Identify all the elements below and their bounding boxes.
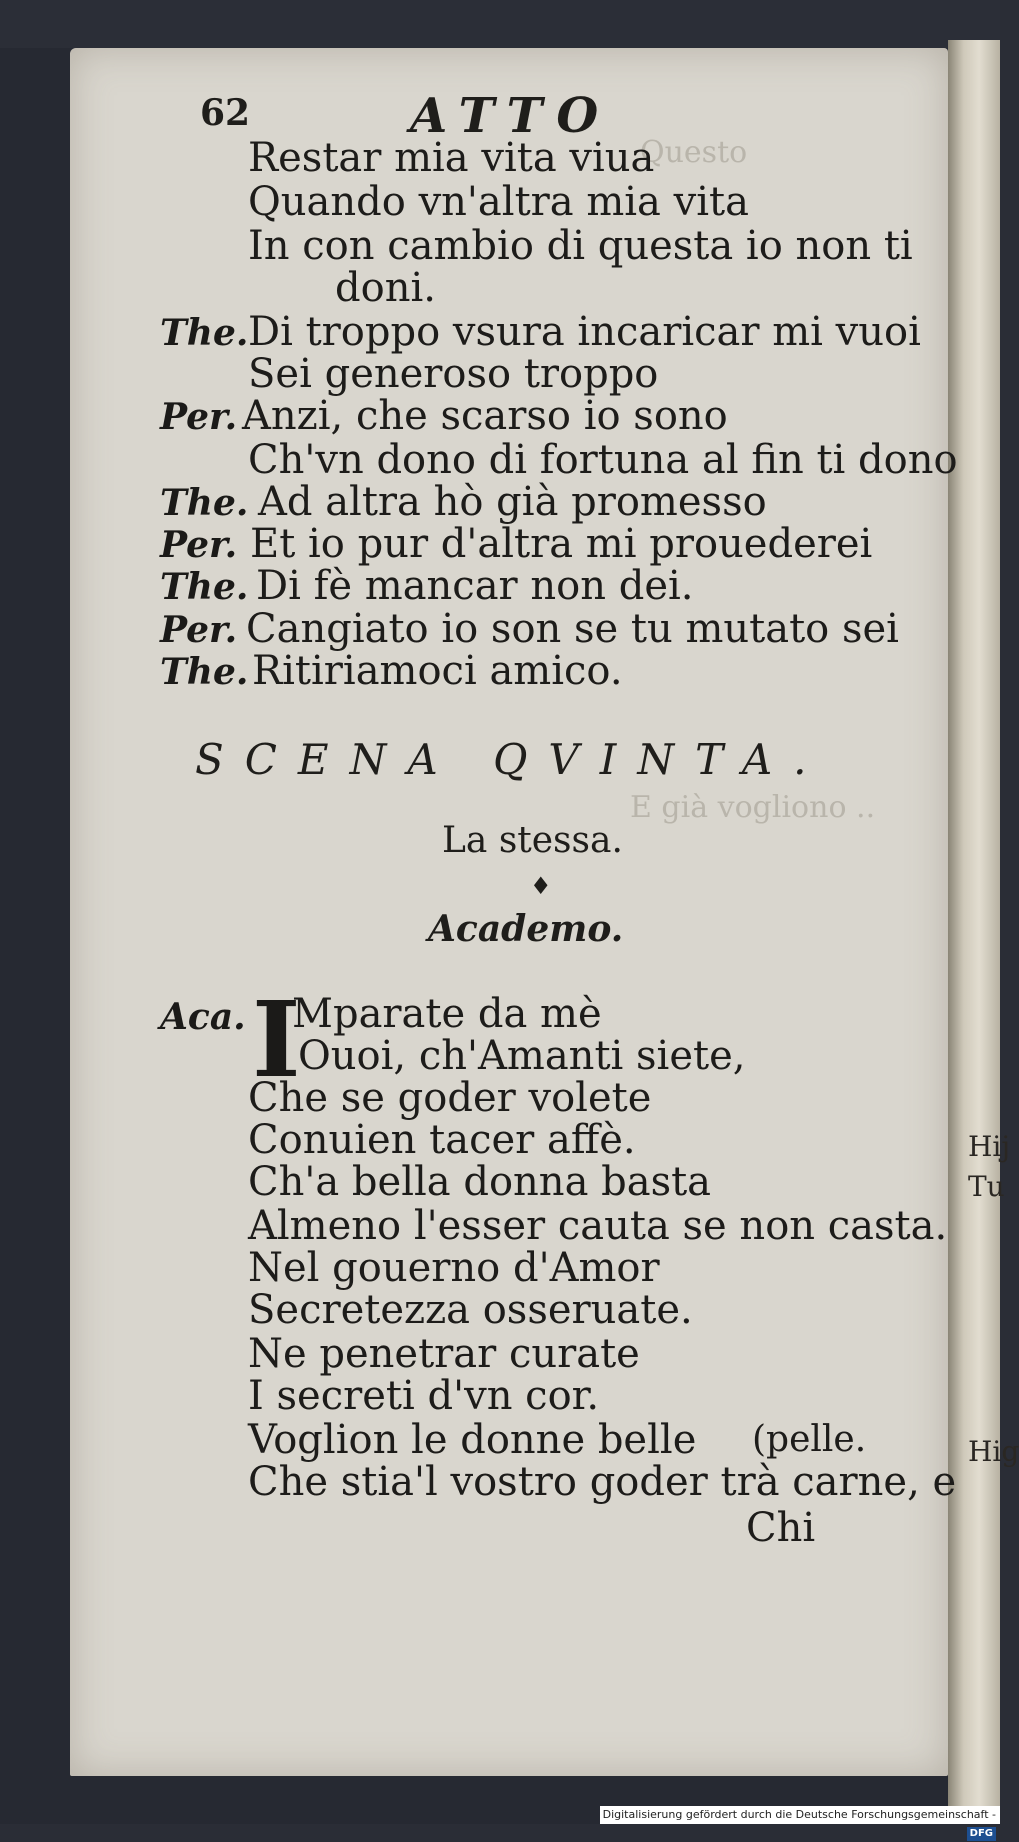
verse-line: Secretezza osseruate.	[248, 1287, 693, 1333]
scene-heading: SCENA QVINTA.	[195, 735, 828, 784]
scene-character-academo: Academo.	[428, 908, 624, 950]
catchword: Chi	[746, 1505, 816, 1551]
verse-line: Ad altra hò già promesso	[258, 479, 767, 525]
verse-line: Che stia'l vostro goder trà carne, e	[248, 1459, 957, 1505]
speaker-per: Per.	[160, 609, 238, 651]
verse-line: I secreti d'vn cor.	[248, 1373, 600, 1419]
verse-line: Che se goder volete	[248, 1075, 652, 1121]
verse-line: Restar mia vita viua	[248, 135, 655, 181]
show-through: Questo	[640, 135, 748, 170]
page-number: 62	[200, 92, 251, 134]
verse-line: Nel gouerno d'Amor	[248, 1245, 660, 1291]
verse-line: Et io pur d'altra mi prouederei	[250, 521, 873, 567]
verse-line: Ch'vn dono di fortuna al fin ti dono	[248, 437, 958, 483]
speaker-the: The.	[160, 312, 249, 354]
verse-line: Ritiriamoci amico.	[252, 648, 623, 694]
facing-page-fragment: Hij	[968, 1130, 1011, 1163]
speaker-per: Per.	[160, 524, 238, 566]
speaker-per: Per.	[160, 396, 238, 438]
verse-line: Cangiato io son se tu mutato sei	[246, 606, 899, 652]
digitization-footer	[600, 1806, 1000, 1839]
scene-character-la-stessa: La stessa.	[442, 820, 623, 861]
verse-line: Voglion le donne belle	[248, 1417, 697, 1463]
verse-line: Ouoi, ch'Amanti siete,	[298, 1033, 746, 1079]
verse-line: Di troppo vsura incaricar mi vuoi	[248, 309, 921, 355]
verse-line: In con cambio di questa io non ti	[248, 223, 913, 269]
verse-line: Quando vn'altra mia vita	[248, 179, 749, 225]
facing-page-fragment: Hig	[968, 1435, 1019, 1468]
show-through: E già vogliono ..	[630, 790, 876, 825]
verse-line: Almeno l'esser cauta se non casta.	[248, 1203, 948, 1249]
verse-line: Mparate da mè	[292, 991, 602, 1037]
running-head: ATTO	[410, 88, 613, 144]
verse-line: Conuien tacer affè.	[248, 1117, 636, 1163]
verse-line: Anzi, che scarso io sono	[242, 393, 728, 439]
top-gap	[0, 0, 1000, 48]
speaker-the: The.	[160, 482, 249, 524]
speaker-the: The.	[160, 566, 249, 608]
speaker-the: The.	[160, 651, 249, 693]
verse-line: Di fè mancar non dei.	[256, 563, 694, 609]
footer-text: Digitalisierung gefördert durch die Deutsche Forschungsgemeinschaft -	[602, 1808, 996, 1821]
verse-line: doni.	[335, 265, 436, 311]
next-page-edge	[948, 40, 1000, 1824]
verse-line: Sei generoso troppo	[248, 351, 659, 397]
dropcap-letter: I	[252, 978, 301, 1101]
verse-line: Ch'a bella donna basta	[248, 1159, 712, 1205]
speaker-aca: Aca.	[160, 996, 246, 1038]
ornament-mark: ♦	[530, 872, 552, 900]
turnover-word: (pelle.	[752, 1419, 867, 1460]
facing-page-fragment: Tu	[968, 1170, 1005, 1203]
dfg-logo: DFG	[967, 1827, 996, 1841]
verse-line: Ne penetrar curate	[248, 1331, 640, 1377]
